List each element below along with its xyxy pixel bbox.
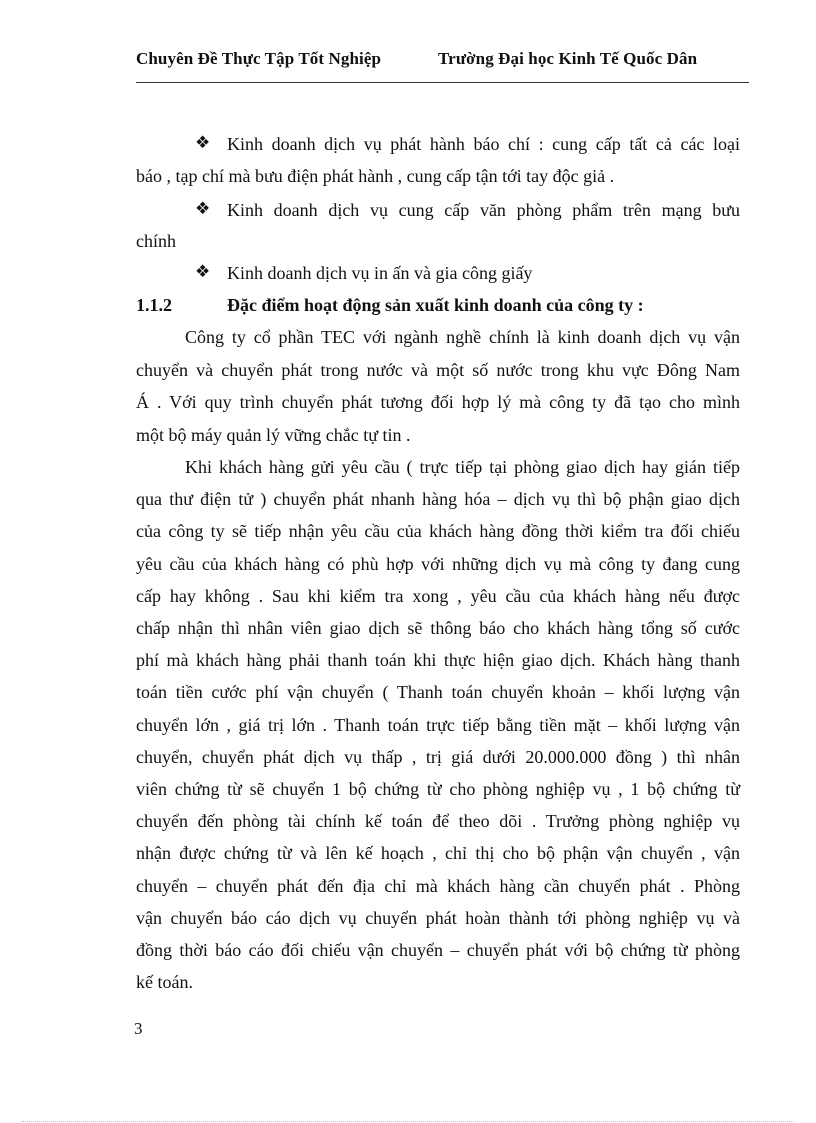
paragraph-2-line: chấp nhận thì nhân viên giao dịch sẽ thông báo cho khách hàng tổng số cước — [136, 618, 740, 638]
paragraph-2-line: kế toán. — [136, 972, 193, 992]
paragraph-2-line: yêu cầu của khách hàng có phù hợp với những dịch vụ mà công ty đang cung — [136, 554, 740, 574]
section-number: 1.1.2 — [136, 295, 172, 315]
header-university-name: Trường Đại học Kinh Tế Quốc Dân — [438, 49, 698, 68]
page-number: 3 — [134, 1019, 143, 1038]
paragraph-1-line: Công ty cổ phần TEC với ngành nghề chính là kinh doanh dịch vụ vận — [185, 327, 740, 347]
paragraph-2-line: chuyển đến phòng tài chính kế toán để theo dõi . Trưởng phòng nghiệp vụ — [136, 811, 740, 831]
paragraph-2-line: đồng thời báo cáo đối chiếu vận chuyển – chuyển phát với bộ chứng từ phòng — [136, 940, 740, 960]
paragraph-2-line: qua thư điện tử ) chuyển phát nhanh hàng hóa – dịch vụ thì bộ phận giao dịch — [136, 489, 740, 509]
paragraph-1-line: Á . Với quy trình chuyển phát tương đối hợp lý mà công ty đã tạo cho mình — [136, 392, 740, 412]
paragraph-2-line: phí mà khách hàng phải thanh toán khi thực hiện giao dịch. Khách hàng thanh — [136, 650, 740, 670]
paragraph-1-line: một bộ máy quản lý vững chắc tự tin . — [136, 425, 411, 445]
header-divider — [136, 82, 749, 83]
paragraph-1-line: chuyển và chuyển phát trong nước và một số nước trong khu vực Đông Nam — [136, 360, 740, 380]
paragraph-2-line: Khi khách hàng gửi yêu cầu ( trực tiếp tại phòng giao dịch hay gián tiếp — [185, 457, 740, 477]
paragraph-2-line: vận chuyển báo cáo dịch vụ chuyển phát hoàn thành tới phòng nghiệp vụ và — [136, 908, 740, 928]
page-bottom-border — [22, 1121, 794, 1122]
bullet-1-line-2: báo , tạp chí mà bưu điện phát hành , cung cấp tận tới tay độc giả . — [136, 166, 615, 186]
bullet-2-line-1: Kinh doanh dịch vụ cung cấp văn phòng phẩm trên mạng bưu — [227, 200, 740, 220]
section-title: Đặc điểm hoạt động sản xuất kinh doanh của công ty : — [227, 295, 644, 315]
paragraph-2-line: nhận được chứng từ và lên kế hoạch , chỉ thị cho bộ phận vận chuyển , vận — [136, 843, 740, 863]
paragraph-2-line: của công ty sẽ tiếp nhận yêu cầu của khách hàng đồng thời kiểm tra đối chiếu — [136, 521, 740, 541]
diamond-bullet-icon: ❖ — [195, 199, 211, 218]
paragraph-2-line: viên chứng từ sẽ chuyển 1 bộ chứng từ cho phòng nghiệp vụ , 1 bộ chứng từ — [136, 779, 740, 799]
bullet-1-line-1: Kinh doanh dịch vụ phát hành báo chí : cung cấp tất cả các loại — [227, 134, 740, 154]
paragraph-2-line: cấp hay không . Sau khi kiểm tra xong , yêu cầu của khách hàng nếu được — [136, 586, 740, 606]
paragraph-2-line: toán tiền cước phí vận chuyển ( Thanh toán chuyển khoản – khối lượng vận — [136, 682, 740, 702]
paragraph-2-line: chuyển lớn , giá trị lớn . Thanh toán trực tiếp bằng tiền mặt – khối lượng vận — [136, 715, 740, 735]
paragraph-2-line: chuyển – chuyển phát đến địa chỉ mà khách hàng cần chuyển phát . Phòng — [136, 876, 740, 896]
bullet-2-line-2: chính — [136, 231, 176, 251]
header-thesis-title: Chuyên Đề Thực Tập Tốt Nghiệp — [136, 49, 382, 68]
paragraph-2-line: chuyển, chuyển phát dịch vụ thấp , trị giá dưới 20.000.000 đồng ) thì nhân — [136, 747, 740, 767]
page-header — [136, 49, 748, 71]
diamond-bullet-icon: ❖ — [195, 262, 211, 281]
diamond-bullet-icon: ❖ — [195, 133, 211, 152]
bullet-3-line-1: Kinh doanh dịch vụ in ấn và gia công giấy — [227, 263, 533, 283]
